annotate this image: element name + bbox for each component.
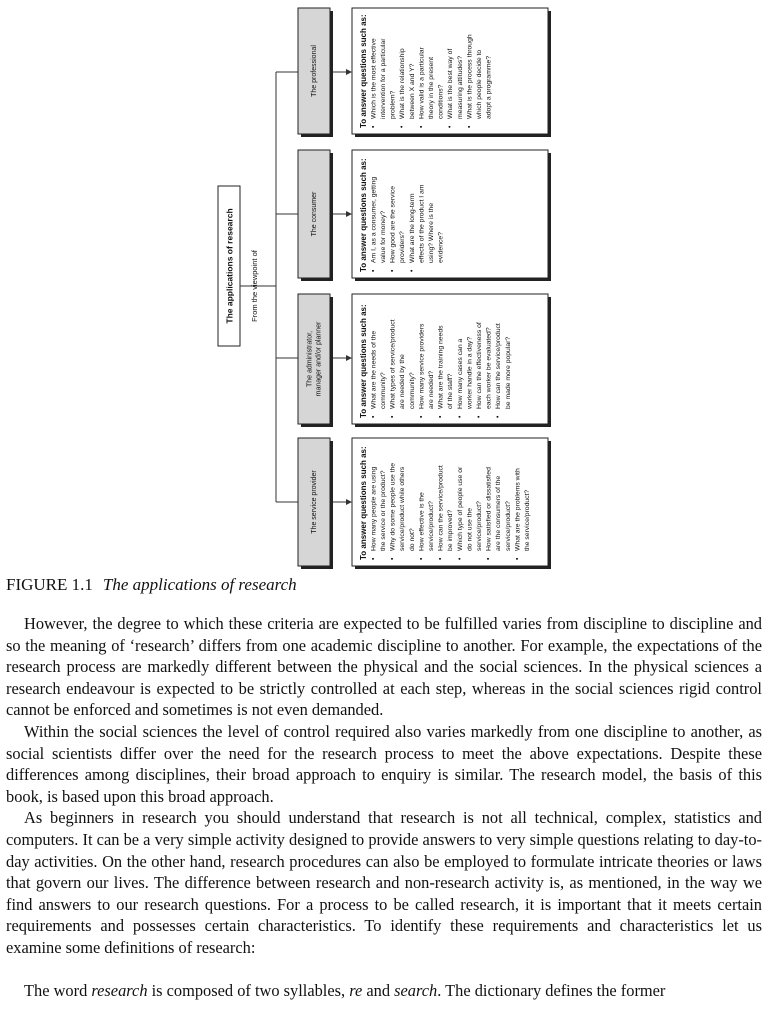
bullet: • xyxy=(389,415,397,418)
bullet: • xyxy=(370,125,378,128)
question-line: How can the effectiveness of xyxy=(475,322,483,409)
paragraph: As beginners in research you should understand that research is not all technical, complex, statistics and computers. It can be a very simple activity designed to provide answers to very simple questions relating to day-to-day activities. On the other hand, research procedures can also be employed to formulate intricate theories or laws that govern our lives. The difference between research and non-research activity is, as mentioned, in the way we find answers to our research questions. For a process to be called research, it is important that it meets certain requirements and possesses certain characteristics. To identify these requirements and characteristics let us examine some definitions of research: xyxy=(6,808,762,957)
question-line: What is the process through xyxy=(466,34,474,119)
question-line: community? xyxy=(408,372,416,409)
bullet: • xyxy=(456,557,464,560)
question-line: How can the service/product xyxy=(495,323,503,409)
question-line: the service or the product? xyxy=(379,470,387,551)
arrow-head xyxy=(346,355,352,361)
question-line: value for money? xyxy=(379,210,387,263)
question-line: How many service providers xyxy=(418,323,426,409)
question-line: service/product? xyxy=(475,501,483,551)
arrow-head xyxy=(346,69,352,75)
question-line: between X and Y? xyxy=(408,63,416,119)
question-line: How satisfied or dissatisfied xyxy=(485,467,493,551)
question-line: adopt a programme? xyxy=(485,55,493,119)
question-line: Am I, as a consumer, getting xyxy=(370,176,378,263)
arrow-head xyxy=(346,499,352,505)
question-line: are needed by the xyxy=(399,354,407,409)
question-heading: To answer questions such as: xyxy=(359,446,369,560)
question-line: service/product? xyxy=(427,501,435,551)
question-line: What are the long-term xyxy=(408,193,416,263)
question-line: How can the service/product xyxy=(437,465,445,551)
bullet: • xyxy=(389,269,397,272)
question-line: measuring attitudes? xyxy=(456,55,464,119)
applications-figure xyxy=(210,0,562,572)
bullet: • xyxy=(370,269,378,272)
question-line: What is the relationship xyxy=(399,48,407,119)
question-line: providers? xyxy=(399,231,407,263)
bullet: • xyxy=(437,415,445,418)
question-line: are the consumers of the xyxy=(495,475,503,551)
question-line: How many people are using xyxy=(370,466,378,551)
question-line: service/product? xyxy=(504,501,512,551)
question-line: conditions? xyxy=(437,84,445,119)
question-line: of the staff? xyxy=(447,373,455,409)
bullet: • xyxy=(437,557,445,560)
question-line: each worker be evaluated? xyxy=(485,327,493,409)
question-line: which people decide to xyxy=(475,49,483,119)
root-title: The applications of research xyxy=(224,208,235,324)
bullet: • xyxy=(466,125,474,128)
question-heading: To answer questions such as: xyxy=(359,304,369,418)
italic-term: re xyxy=(349,980,363,1000)
branch-label: The administrator, xyxy=(306,330,314,388)
question-line: Which type of people use or xyxy=(456,466,464,551)
bullet: • xyxy=(370,415,378,418)
branch-label: The service provider xyxy=(310,470,318,534)
question-line: using? Where is the xyxy=(427,202,435,263)
question-line: intervention for a particular xyxy=(379,38,387,119)
figure-number: FIGURE 1.1 xyxy=(6,575,93,594)
bullet: • xyxy=(476,415,484,418)
question-line: community? xyxy=(379,372,387,409)
question-line: are needed? xyxy=(427,370,435,409)
bullet: • xyxy=(495,415,503,418)
text-run: The word xyxy=(24,980,92,1000)
question-line: How effective is the xyxy=(418,492,426,551)
definition-paragraph xyxy=(6,980,762,1002)
question-line: Which is the most effective xyxy=(370,38,378,119)
paragraph: However, the degree to which these criteria are expected to be fulfilled varies from discipline to discipline and so the meaning of ‘research’ differs from one academic discipline to another. For example, the expectations of the research process are markedly different between the physical and the social sciences. In the physical sciences a research endeavour is expected to be strictly controlled at each step, whereas in the social sciences rigid control cannot be enforced and sometimes is not even demanded. xyxy=(6,614,762,720)
question-line: problem? xyxy=(389,90,397,119)
paragraph: Within the social sciences the level of control required also varies markedly from one discipline to another, as social scientists differ over the need for the research process to meet the above expectations. Despite these differences among disciplines, their broad approach to enquiry is similar. The research model, the basis of this book, is based upon this broad approach. xyxy=(6,721,762,806)
bullet: • xyxy=(389,557,397,560)
question-line: effects of the product I am xyxy=(418,184,426,263)
bullet: • xyxy=(408,269,416,272)
question-line: How many cases can a xyxy=(456,338,464,409)
question-line: do not use the xyxy=(466,507,474,551)
question-line: What are the problems with xyxy=(514,468,522,551)
bullet: • xyxy=(485,557,493,560)
question-line: be improved? xyxy=(447,509,455,551)
arrow-head xyxy=(346,211,352,217)
body-text xyxy=(6,613,762,1001)
branch-label: The consumer xyxy=(310,191,318,237)
text-run: is composed of two syllables, xyxy=(147,980,350,1000)
bullet: • xyxy=(456,415,464,418)
figure-caption xyxy=(6,574,762,596)
question-line: worker handle in a day? xyxy=(466,336,474,409)
question-line: service/product while others xyxy=(399,466,407,551)
question-line: theory in the present xyxy=(427,57,435,119)
question-line: How good are the service xyxy=(389,185,397,263)
bullet: • xyxy=(418,125,426,128)
figure-diagram xyxy=(210,0,562,572)
bullet: • xyxy=(399,125,407,128)
figure-caption-title: The applications of research xyxy=(102,575,297,594)
question-line: What types of service/product xyxy=(389,319,397,409)
bullet: • xyxy=(447,125,455,128)
label-box xyxy=(298,294,330,424)
question-line: the service/product? xyxy=(523,489,531,551)
question-line: be made more popular? xyxy=(504,336,512,409)
bullet: • xyxy=(418,557,426,560)
question-line: What is the best way of xyxy=(447,48,455,119)
text-run: and xyxy=(362,980,395,1000)
branch-label: The professional xyxy=(310,45,318,97)
question-line: What are the training needs xyxy=(437,325,445,409)
question-line: How valid is a particular xyxy=(418,47,426,119)
italic-term: research xyxy=(91,980,148,1000)
question-line: do not? xyxy=(408,528,416,551)
root-subtitle: From the viewpoint of xyxy=(249,250,259,322)
italic-term: search xyxy=(394,980,438,1000)
question-line: What are the needs of the xyxy=(370,330,378,409)
question-line: evidence? xyxy=(437,232,445,263)
question-heading: To answer questions such as: xyxy=(359,158,369,272)
question-heading: To answer questions such as: xyxy=(359,14,369,128)
text-run: . The dictionary defines the former xyxy=(437,980,666,1000)
bullet: • xyxy=(418,415,426,418)
bullet: • xyxy=(370,557,378,560)
question-line: Why do some people use the xyxy=(389,462,397,551)
bullet: • xyxy=(514,557,522,560)
branch-label: manager and/or planner xyxy=(315,321,323,397)
